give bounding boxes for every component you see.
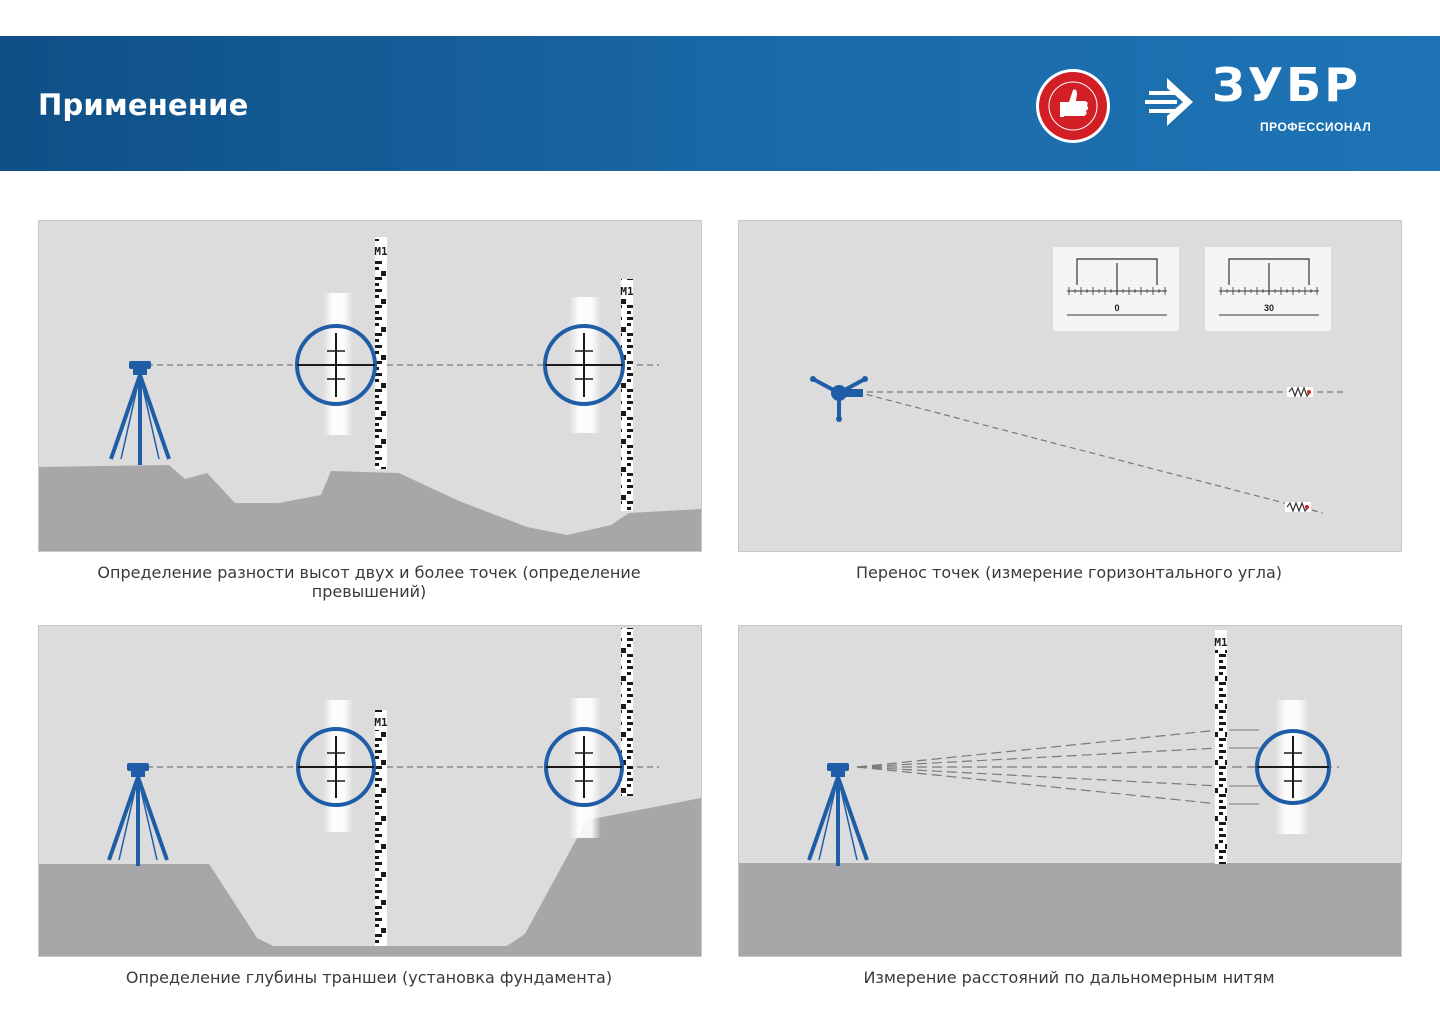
sight-line-angled xyxy=(857,392,1323,513)
level-tripod-icon xyxy=(111,361,169,465)
flat-ground xyxy=(739,863,1401,956)
leveling-staff xyxy=(375,237,387,469)
survey-stake-icon xyxy=(1285,502,1311,512)
page-title: Применение xyxy=(38,88,249,122)
panel-point-transfer xyxy=(738,220,1402,552)
terrain-ground xyxy=(39,465,701,551)
brand-name: ЗУБР xyxy=(1212,58,1361,112)
eyepiece-view-icon xyxy=(1257,731,1329,803)
panel-trench-depth xyxy=(38,625,702,957)
level-tripod-icon xyxy=(109,763,167,866)
leveling-staff xyxy=(1215,630,1227,864)
panel-stadia-distance xyxy=(738,625,1402,957)
eyepiece-view-icon xyxy=(298,729,374,805)
svg-text:М1: М1 xyxy=(374,245,388,258)
caption-point-transfer: Перенос точек (измерение горизонтального угла) xyxy=(856,563,1282,582)
svg-text:М1: М1 xyxy=(620,285,634,298)
scale-left-value: 0 xyxy=(1114,303,1120,313)
header-bar xyxy=(0,36,1440,171)
scale-right-value: 30 xyxy=(1263,303,1275,313)
leveling-staff xyxy=(621,279,633,511)
level-tripod-icon xyxy=(809,763,867,866)
eyepiece-view-icon xyxy=(546,729,622,805)
scale-view-left xyxy=(1053,247,1179,331)
caption-trench-depth: Определение глубины траншеи (установка фундамента) xyxy=(125,968,613,987)
eyepiece-view-icon xyxy=(297,326,375,404)
zubr-logo-icon xyxy=(1145,74,1205,130)
eyepiece-view-icon xyxy=(545,326,623,404)
best-brand-badge-icon xyxy=(1035,68,1111,144)
svg-text:М1: М1 xyxy=(1214,636,1228,649)
brand-subtitle: ПРОФЕССИОНАЛ xyxy=(1260,120,1372,134)
level-top-view-icon xyxy=(810,376,868,422)
leveling-staff xyxy=(375,710,387,946)
survey-stake-icon xyxy=(1287,387,1313,397)
caption-stadia-distance: Измерение расстояний по дальномерным нитям xyxy=(863,968,1275,987)
svg-text:М1: М1 xyxy=(374,716,388,729)
scale-view-right xyxy=(1205,247,1331,331)
caption-height-difference: Определение разности высот двух и более точек (определение превышений) xyxy=(97,563,641,601)
panel-height-difference xyxy=(38,220,702,552)
